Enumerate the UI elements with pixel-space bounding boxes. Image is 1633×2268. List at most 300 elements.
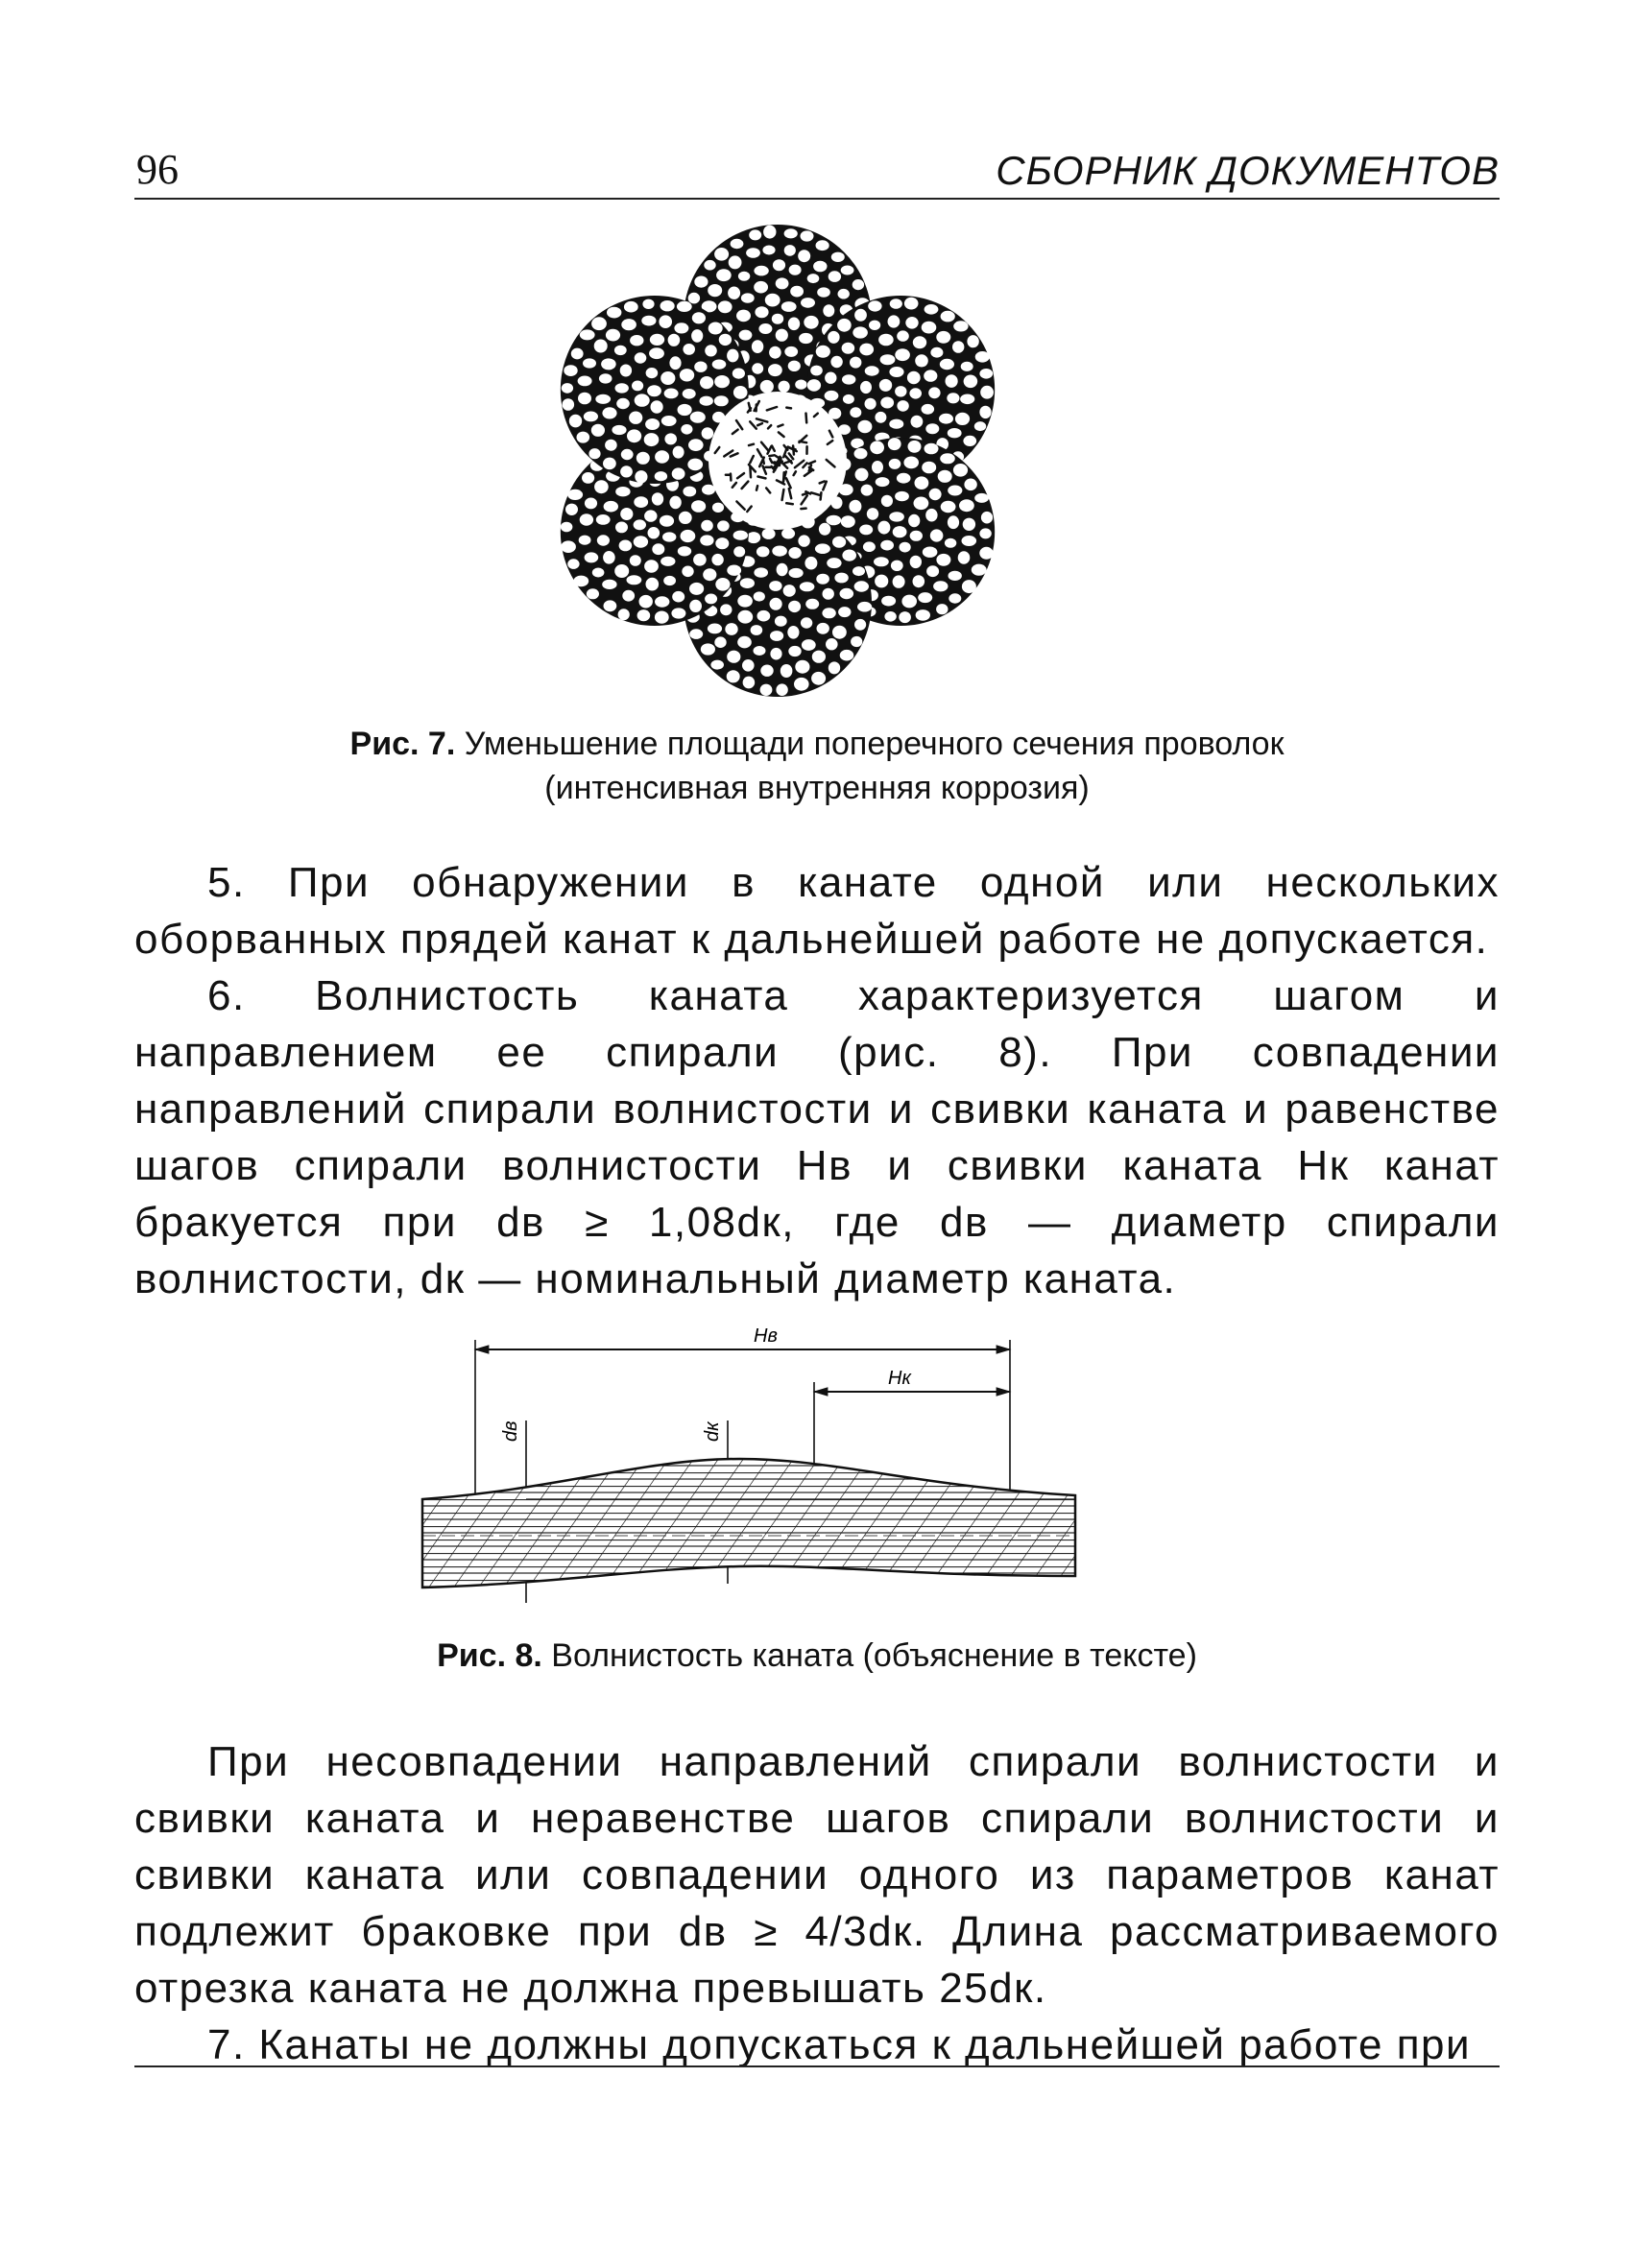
wire — [874, 557, 889, 566]
wire — [701, 520, 713, 532]
wire — [903, 457, 919, 469]
wire — [683, 389, 696, 399]
wire — [649, 347, 664, 359]
wire — [620, 466, 633, 477]
corrosion-fleck — [806, 414, 807, 423]
wire — [861, 485, 874, 496]
wire — [770, 598, 782, 610]
wire — [648, 527, 660, 538]
wire — [798, 250, 810, 262]
wire — [731, 239, 744, 249]
wire — [909, 388, 922, 398]
wire — [652, 492, 663, 505]
corrosion-fleck — [750, 467, 751, 478]
wire — [727, 670, 740, 682]
wire — [855, 468, 869, 482]
wire — [599, 373, 612, 383]
wire — [705, 594, 717, 605]
wire — [979, 528, 991, 538]
wire — [577, 432, 590, 443]
wire — [683, 344, 695, 355]
wire — [967, 335, 978, 347]
wire — [612, 425, 626, 435]
wire — [779, 381, 790, 393]
wire — [807, 379, 821, 392]
wire — [868, 300, 881, 311]
figure-8-caption-text: Волнистость каната (объяснение в тексте) — [551, 1637, 1197, 1674]
wire — [636, 452, 650, 465]
wire — [660, 300, 675, 311]
wire — [800, 582, 815, 591]
wire — [655, 450, 669, 463]
wire — [893, 526, 907, 537]
wire — [911, 416, 924, 428]
wire — [877, 521, 890, 535]
wire — [770, 631, 783, 641]
wire — [922, 404, 935, 415]
wire — [860, 381, 872, 394]
wire — [776, 329, 788, 342]
wire — [582, 472, 594, 484]
wire — [825, 372, 836, 384]
wire — [878, 334, 894, 346]
wire — [561, 540, 576, 553]
wire — [715, 578, 730, 591]
wire — [941, 501, 956, 513]
wire — [710, 660, 724, 670]
wire — [888, 438, 901, 450]
wire — [660, 557, 675, 566]
wire — [615, 487, 630, 496]
wire — [621, 319, 636, 330]
wire — [714, 375, 730, 388]
wire — [789, 568, 804, 578]
wire — [788, 318, 800, 331]
corrosion-fleck — [783, 472, 784, 481]
wire — [605, 440, 617, 451]
wire — [616, 398, 630, 409]
wire — [760, 684, 773, 696]
wire — [754, 266, 768, 276]
wire — [832, 626, 847, 639]
wire — [823, 304, 834, 317]
wire — [760, 380, 774, 394]
wire — [725, 623, 737, 635]
wire — [682, 566, 693, 578]
wire — [587, 588, 599, 599]
wire — [949, 593, 961, 603]
wire — [737, 636, 752, 649]
wire — [678, 404, 692, 416]
wire — [594, 480, 609, 493]
wire — [634, 519, 646, 530]
wire — [816, 240, 829, 251]
wire — [972, 564, 987, 576]
wire — [881, 495, 893, 507]
wire — [853, 566, 865, 576]
wire — [854, 581, 869, 591]
wire — [655, 471, 667, 481]
dim-label-dv: dв — [500, 1420, 521, 1442]
wire — [889, 367, 903, 377]
wire — [857, 420, 872, 433]
wire — [733, 386, 748, 399]
wire — [621, 449, 634, 460]
wire — [624, 301, 638, 313]
wire — [762, 529, 776, 539]
corrosion-fleck — [801, 509, 805, 510]
wire — [630, 335, 643, 346]
wire — [940, 453, 955, 464]
wire — [708, 322, 723, 335]
wire — [629, 412, 642, 424]
wire — [704, 260, 715, 271]
wire — [925, 443, 939, 455]
wire — [849, 500, 861, 513]
wire — [890, 298, 902, 309]
wire — [688, 439, 704, 451]
wire — [569, 415, 582, 428]
wire — [867, 508, 878, 520]
wire — [837, 319, 852, 332]
wire — [680, 369, 694, 381]
wire — [805, 599, 819, 609]
wire — [795, 660, 809, 674]
wire — [888, 315, 901, 327]
wire — [908, 514, 920, 528]
wire — [757, 610, 771, 622]
wire — [668, 334, 681, 346]
wire — [941, 311, 955, 322]
wire — [694, 362, 707, 372]
wire — [603, 458, 616, 470]
wire — [646, 578, 660, 591]
wire — [854, 448, 868, 459]
figure-8-caption — [134, 1634, 1500, 1678]
wire — [737, 610, 753, 624]
paragraph-item-6: 6. Волнистость каната характеризуется шагом и направлением ее спирали (рис. 8). При совпадении направлений спирали волнистости и свивки каната и равенстве шагов спирали волнистости Hв и свивки каната Hк канат бракуется при dв ≥ 1,08dк, где dв — диаметр спирали волнистости, dк — номинальный диаметр каната. — [134, 972, 1500, 1302]
wire — [733, 531, 748, 540]
wire — [571, 348, 584, 360]
wire — [834, 573, 848, 584]
wire — [857, 602, 872, 612]
wire — [832, 537, 846, 548]
wire — [614, 346, 627, 355]
corrosion-fleck — [769, 455, 774, 456]
wire — [712, 360, 727, 370]
wire — [799, 333, 813, 344]
wire — [822, 608, 835, 618]
wire — [865, 398, 877, 410]
wire — [893, 575, 905, 587]
wire — [812, 651, 826, 663]
wire — [754, 281, 768, 294]
wire — [646, 368, 659, 378]
wire — [677, 301, 692, 312]
wire — [802, 639, 816, 651]
wire — [635, 470, 647, 483]
wire — [770, 648, 781, 660]
wire — [880, 354, 896, 365]
wire — [841, 266, 854, 275]
wire — [776, 683, 787, 696]
wire — [606, 329, 620, 342]
wire — [602, 407, 616, 418]
wire — [801, 617, 812, 628]
wire — [948, 486, 962, 496]
wire — [615, 522, 628, 534]
wire — [922, 322, 937, 334]
wire — [880, 540, 894, 551]
wire — [672, 467, 685, 479]
wire — [627, 429, 641, 442]
wire — [635, 352, 647, 363]
wire — [708, 624, 722, 634]
wire — [895, 348, 910, 361]
wire — [727, 349, 738, 363]
wire — [955, 413, 970, 425]
wire — [615, 383, 629, 393]
wire — [787, 626, 799, 639]
wire — [679, 512, 692, 524]
wire — [879, 379, 892, 392]
wire — [974, 421, 986, 431]
wire — [946, 374, 958, 388]
wire — [865, 366, 879, 375]
wire — [769, 346, 781, 359]
wire — [816, 574, 829, 585]
wire — [607, 307, 621, 319]
wire — [895, 386, 906, 396]
wire — [727, 565, 741, 576]
wire — [936, 604, 948, 614]
wire — [825, 391, 839, 401]
wire — [659, 315, 672, 328]
wire — [829, 661, 840, 674]
wire — [795, 380, 806, 390]
wire — [661, 416, 677, 426]
wire — [842, 343, 855, 354]
wire — [838, 607, 851, 617]
wire — [681, 530, 696, 542]
paragraph-item-5: 5. При обнаружении в канате одной или нескольких оборванных прядей канат к дальнейшей работе не допускается. — [134, 859, 1500, 963]
wire — [872, 461, 883, 473]
wire — [776, 277, 789, 289]
wire — [925, 304, 939, 315]
wire — [781, 301, 797, 312]
wire — [827, 558, 841, 568]
wire — [614, 564, 629, 578]
wire — [567, 559, 579, 569]
wire — [601, 358, 616, 370]
wire — [840, 588, 854, 599]
wire — [924, 370, 937, 381]
wire — [854, 619, 866, 631]
paragraph-item-7: 7. Канаты не должны допускаться к дальнейшей работе при — [207, 2021, 1472, 2068]
wire — [817, 287, 830, 297]
corroded-core — [708, 392, 847, 530]
wire — [910, 531, 923, 541]
wire — [962, 536, 977, 546]
wire — [672, 591, 684, 603]
corrosion-fleck — [786, 408, 791, 409]
wire — [705, 345, 717, 356]
wire — [762, 246, 775, 255]
wire — [579, 536, 591, 545]
wire — [869, 321, 880, 330]
wire — [746, 248, 760, 258]
wire — [875, 575, 888, 588]
wire — [714, 395, 729, 406]
wire — [562, 383, 573, 394]
corrosion-fleck — [778, 425, 782, 427]
wire — [940, 359, 954, 370]
wire — [714, 636, 726, 648]
wire — [807, 274, 820, 283]
wire — [804, 557, 817, 570]
wire — [702, 485, 715, 495]
wire — [694, 276, 708, 288]
wire — [591, 424, 605, 437]
wire — [583, 358, 596, 368]
wire — [772, 314, 783, 324]
corrosion-fleck — [749, 444, 754, 445]
wire — [901, 595, 917, 609]
wire — [651, 400, 663, 413]
corrosion-fleck — [786, 503, 793, 504]
wire — [660, 515, 674, 527]
wire — [947, 393, 959, 403]
wire — [897, 400, 908, 412]
wire — [644, 510, 657, 521]
dim-label-hv: Hв — [754, 1325, 778, 1347]
wire — [630, 555, 641, 566]
wire — [781, 528, 795, 538]
corrosion-fleck — [756, 486, 757, 490]
wire — [619, 540, 633, 552]
wire — [641, 316, 656, 326]
wire — [891, 561, 903, 571]
wire — [980, 386, 994, 399]
corrosion-fleck — [821, 492, 822, 499]
wire — [915, 476, 929, 489]
wire — [930, 529, 944, 541]
wire — [765, 294, 780, 307]
wire — [842, 374, 855, 384]
wire — [637, 609, 651, 621]
wire — [922, 462, 936, 474]
wire — [784, 346, 798, 357]
wire — [727, 651, 740, 663]
wire — [936, 554, 950, 566]
wire — [743, 677, 756, 689]
wire — [889, 512, 904, 521]
wire — [563, 398, 575, 411]
wire — [773, 259, 785, 271]
wire — [811, 672, 826, 685]
wire — [798, 535, 809, 546]
wire — [645, 418, 660, 430]
wire — [794, 678, 809, 691]
wire — [905, 317, 918, 329]
wire — [585, 498, 597, 510]
wire — [618, 609, 630, 620]
wire — [915, 354, 928, 367]
wire — [580, 513, 593, 525]
wire — [801, 298, 815, 308]
wire — [595, 394, 611, 404]
wire — [815, 543, 830, 554]
paragraph-rejection-rule: При несовпадении направлений спирали волнистости и свивки каната и неравенстве шагов спирали волнистости и свивки каната или совпадении одного из параметров канат подлежит браковке при dв ≥ 4/3dк. Длина рассматриваемого отрезка каната не должна превышать 25dк. — [134, 1738, 1500, 2012]
wire — [914, 497, 929, 511]
wire — [928, 387, 940, 398]
wire — [897, 473, 911, 484]
wavy-rope-body — [422, 1459, 1075, 1588]
wire — [729, 255, 742, 269]
wire — [876, 477, 890, 487]
wire — [711, 554, 723, 565]
wire — [603, 551, 615, 564]
wire — [790, 286, 804, 298]
wire — [913, 575, 925, 587]
wire — [963, 518, 975, 531]
wire — [760, 665, 773, 677]
wire — [752, 340, 763, 353]
wire — [644, 433, 660, 446]
wire — [975, 351, 990, 363]
wire — [642, 299, 654, 309]
wire — [692, 312, 706, 323]
wire — [881, 596, 896, 607]
wire — [981, 512, 993, 524]
dim-label-dk: dк — [702, 1421, 723, 1442]
wire — [784, 245, 796, 256]
wire — [843, 394, 854, 404]
wire — [594, 340, 608, 353]
wire — [754, 646, 766, 656]
wire — [953, 464, 968, 477]
dim-label-hk: Hк — [888, 1368, 911, 1389]
wire — [962, 580, 976, 593]
wire — [597, 535, 610, 545]
wire — [853, 279, 864, 290]
wire — [948, 428, 962, 438]
wire — [817, 623, 829, 634]
wire — [949, 571, 962, 581]
wire — [979, 406, 991, 418]
wire — [854, 309, 867, 322]
wire — [681, 424, 692, 435]
wire — [772, 546, 787, 557]
wire — [859, 525, 873, 536]
wire — [565, 504, 578, 515]
wire — [769, 581, 781, 591]
wire — [979, 369, 993, 379]
wire — [763, 226, 776, 239]
wire — [918, 592, 932, 603]
wire — [622, 590, 635, 602]
wire — [925, 423, 939, 434]
wire — [884, 611, 896, 622]
wire — [859, 344, 874, 356]
wire — [826, 638, 838, 650]
wire — [875, 412, 886, 423]
wire — [660, 371, 675, 385]
wire — [929, 489, 942, 500]
wire — [930, 347, 943, 358]
wire — [963, 436, 976, 446]
body-text-bottom — [134, 1733, 1500, 2073]
